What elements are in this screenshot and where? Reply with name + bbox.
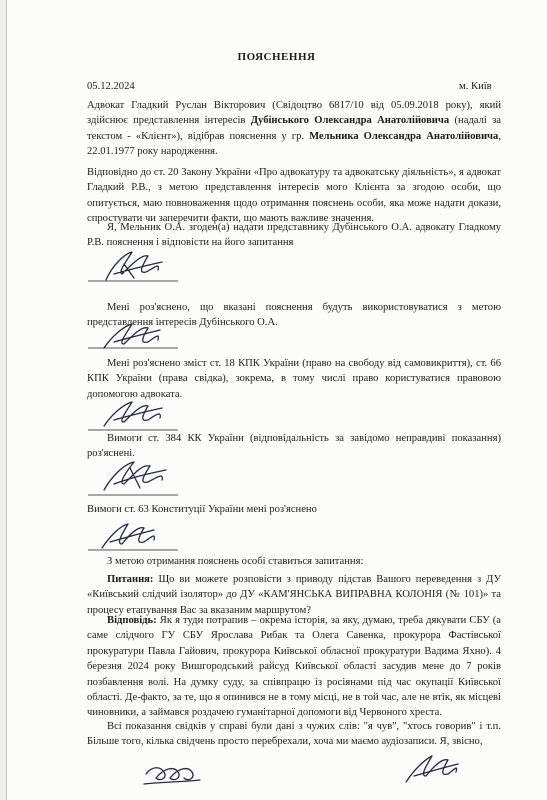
signature-witness-3 xyxy=(92,392,176,432)
art18-paragraph: Мені роз'яснено зміст ст. 18 КПК України (право на свободу від самовикриття), ст. 66 КПК України (права свідка), зокрема, в тому числі право користуватися правовою допомогою адвоката. xyxy=(87,358,501,400)
signature-lawyer-bottom xyxy=(396,746,466,790)
intro-text-2: (надалі за текстом - «Клієнт»), відібрав пояснення у гр. xyxy=(87,115,501,142)
signature-line-2 xyxy=(88,346,178,350)
document-city: м. Київ xyxy=(459,81,492,92)
question-text: Що ви можете розповісти з приводу підстав Вашого переведення з ДУ «Київський слідчий ізолятор» до ДУ «КАМ'ЯНСЬКА ВИПРАВНА КОЛОНІЯ (№ 101)» та процесу етапування Вас за вказаним маршрутом? xyxy=(87,574,501,616)
signature-line-4 xyxy=(88,493,178,497)
question-paragraph xyxy=(87,572,501,618)
document-date: 05.12.2024 xyxy=(87,81,135,92)
intro-text-1: Адвокат Гладкий Руслан Вікторович (Свідоцтво 6817/10 від 05.09.2018 року), який здійснює представлення інтересів xyxy=(87,100,501,127)
intro-text-3: , 22.01.1977 року народження. xyxy=(87,130,501,158)
art384-paragraph: Вимоги ст. 384 КК України (відповідальність за завідомо неправдиві показання) роз'яснені. xyxy=(87,433,501,460)
signature-witness-2 xyxy=(94,316,174,356)
law-paragraph: Відповідно до ст. 20 Закону України «Про адвокатуру та адвокатську діяльність», я адвокат Гладкий Р.В., з метою представлення інтересів мого Клієнта за згодою особи, що опитується, маю повноваження щодо отримання пояснень особи, яка може надати докази, спростувати чи заперечити факти, що мають важливе значення. xyxy=(87,167,501,225)
answer-paragraph xyxy=(87,613,501,721)
question-label: Питання: xyxy=(107,574,154,585)
questions-intro: З метою отримання пояснень особі ставиться запитання: xyxy=(107,556,364,567)
signature-line-1 xyxy=(88,279,178,283)
answer-label: Відповідь: xyxy=(107,615,157,626)
answer-text: Як я туди потрапив – окрема історія, за яку, думаю, треба дякувати СБУ (а саме слідчого ГУ СБУ Ярослава Рибак та Олега Савенка, прокурора Фастівської прокуратури Павла Гайович, прокурора Київської обласної прокуратури Вадима Яхно). 4 березня 2024 року Вишгородський райсуд Київської області засудив мене до 7 років позбавлення волі. На думку суду, за співпрацю із росіянами під час окупації Київської області. Де-факто, за те, що я опинився не в тому місці, не в той час, але не втік, як місцеві чиновники, а займався роздачею гуманітарної допомоги від Червоного хреста. xyxy=(87,615,501,719)
signature-line-5 xyxy=(88,548,178,552)
witness-name: Мельника Олександра Анатолійовича xyxy=(309,130,499,142)
usage-paragraph: Мені роз'яснено, що вказані пояснення будуть використовуватися з метою представлення інтересів Дубінського О.А. xyxy=(87,302,501,329)
witnesses-paragraph: Всі показання свідків у справі були дані з чужих слів: "я чув", "хтось говорив" і т.п. Більше того, кілька свідчень просто перебрехали, хоча ми маємо аудіозаписи. Я, звісно, xyxy=(87,721,501,748)
signature-witness-4 xyxy=(90,452,180,496)
client-name: Дубінського Олександра Анатолійовича xyxy=(250,115,450,127)
document-title: ПОЯСНЕННЯ xyxy=(237,51,316,63)
art63-paragraph: Вимоги ст. 63 Конституції України мені роз'яснено xyxy=(87,504,317,515)
document-page xyxy=(6,0,547,800)
signature-witness-bottom xyxy=(138,754,208,794)
consent-paragraph: Я, Мельник О.А. згоден(а) надати представнику Дубінського О.А. адвокату Гладкому Р.В. пояснення і відповісти на його запитання xyxy=(87,222,501,249)
intro-paragraph xyxy=(87,98,501,160)
